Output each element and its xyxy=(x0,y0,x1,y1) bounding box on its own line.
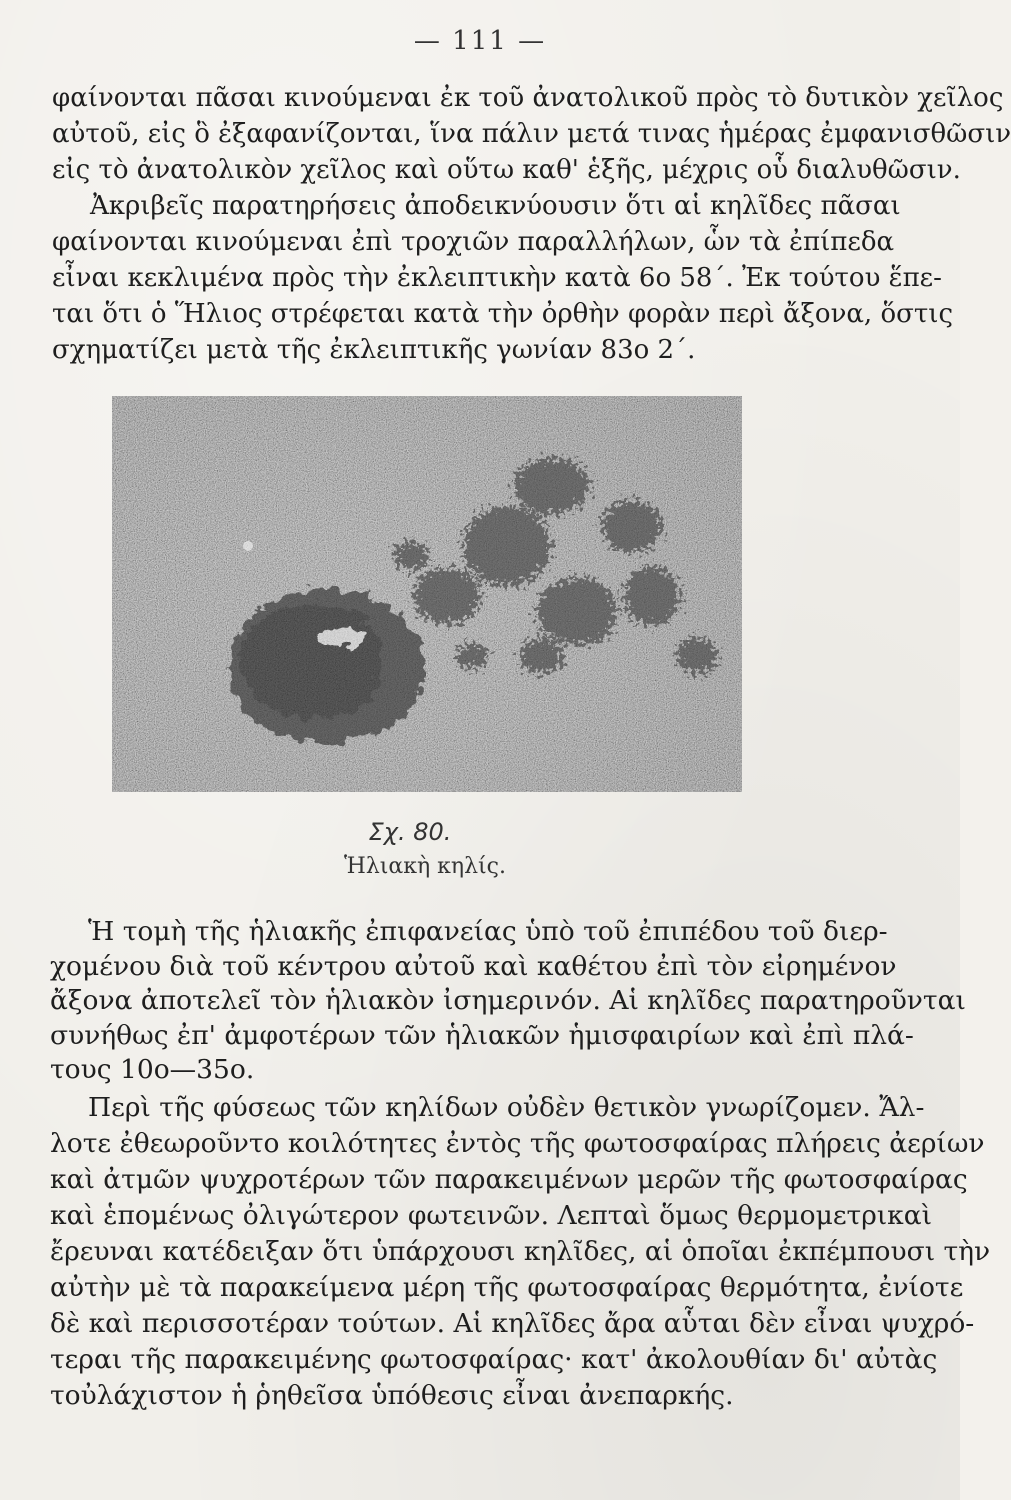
paragraph-solar-equator xyxy=(50,915,966,1088)
paragraph-sunspot-nature xyxy=(50,1090,991,1414)
text-line: συνήθως ἐπ' ἀμφοτέρων τῶν ἡλιακῶν ἡμισφαιρίων καὶ ἐπὶ πλά- xyxy=(50,1019,914,1051)
text-line: τεραι τῆς παρακειμένης φωτοσφαίρας· κατ' ἀκολουθίαν δι' αὐτὰς xyxy=(50,1344,938,1375)
text-line: αὐτὴν μὲ τὰ παρακείμενα μέρη τῆς φωτοσφαίρας θερμότητα, ἐνίοτε xyxy=(50,1272,964,1303)
figure-number: Σχ. 80. xyxy=(368,818,452,846)
text-line: δὲ καὶ περισσοτέραν τούτων. Αἱ κηλῖδες ἄρα αὗται δὲν εἶναι ψυχρό- xyxy=(50,1308,975,1339)
text-line: λοτε ἐθεωροῦντο κοιλότητες ἐντὸς τῆς φωτοσφαίρας πλήρεις ἀερίων xyxy=(50,1128,985,1159)
text-line: καὶ ἀτμῶν ψυχροτέρων τῶν παρακειμένων μερῶν τῆς φωτοσφαίρας xyxy=(50,1164,968,1195)
text-line: εἰς τὸ ἀνατολικὸν χεῖλος καὶ οὕτω καθ' ἑξῆς, μέχρις οὗ διαλυθῶσιν. xyxy=(52,155,961,185)
text-line: αὐτοῦ, εἰς ὃ ἐξαφανίζονται, ἵνα πάλιν μετά τινας ἡμέρας ἐμφανισθῶσιν xyxy=(52,119,1011,149)
sunspot-photograph xyxy=(112,396,742,792)
page-number: — 111 — xyxy=(413,26,547,56)
text-line: ἄξονα ἀποτελεῖ τὸν ἡλιακὸν ἰσημερινόν. Αἱ κηλῖδες παρατηροῦνται xyxy=(50,985,966,1016)
text-line: χομένου διὰ τοῦ κέντρου αὐτοῦ καὶ καθέτου ἐπὶ τὸν εἰρημένον xyxy=(50,950,897,982)
text-line: φαίνονται κινούμεναι ἐπὶ τροχιῶν παραλλήλων, ὧν τὰ ἐπίπεδα xyxy=(52,227,895,257)
text-line: καὶ ἑπομένως ὀλιγώτερον φωτεινῶν. Λεπταὶ ὅμως θερμομετρικαὶ xyxy=(50,1200,933,1231)
text-line: εἶναι κεκλιμένα πρὸς τὴν ἐκλειπτικὴν κατὰ 6ο 58΄. Ἐκ τούτου ἕπε- xyxy=(52,263,942,293)
text-line: φαίνονται πᾶσαι κινούμεναι ἐκ τοῦ ἀνατολικοῦ πρὸς τὸ δυτικὸν χεῖλος xyxy=(52,83,1004,113)
text-line: σχηματίζει μετὰ τῆς ἐκλειπτικῆς γωνίαν 83ο 2΄. xyxy=(52,335,696,365)
text-line: τοὐλάχιστον ἡ ῥηθεῖσα ὑπόθεσις εἶναι ἀνεπαρκής. xyxy=(50,1380,734,1411)
text-line: τους 10ο—35ο. xyxy=(50,1054,255,1085)
figure-caption: Ἡλιακὴ κηλίς. xyxy=(344,854,506,879)
text-line: ται ὅτι ὁ Ἥλιος στρέφεται κατὰ τὴν ὀρθὴν φορὰν περὶ ἄξονα, ὅστις xyxy=(52,299,953,329)
text-line: Περὶ τῆς φύσεως τῶν κηλίδων οὐδὲν θετικὸν γνωρίζομεν. Ἄλ- xyxy=(88,1092,925,1123)
paragraph-sunspot-motion xyxy=(52,80,1011,368)
text-line: ἔρευναι κατέδειξαν ὅτι ὑπάρχουσι κηλῖδες, αἱ ὁποῖαι ἐκπέμπουσι τὴν xyxy=(50,1236,991,1267)
text-line: Ἡ τομὴ τῆς ἡλιακῆς ἐπιφανείας ὑπὸ τοῦ ἐπιπέδου τοῦ διερ- xyxy=(88,916,888,947)
text-line: Ἀκριβεῖς παρατηρήσεις ἀποδεικνύουσιν ὅτι αἱ κηλῖδες πᾶσαι xyxy=(90,191,901,221)
